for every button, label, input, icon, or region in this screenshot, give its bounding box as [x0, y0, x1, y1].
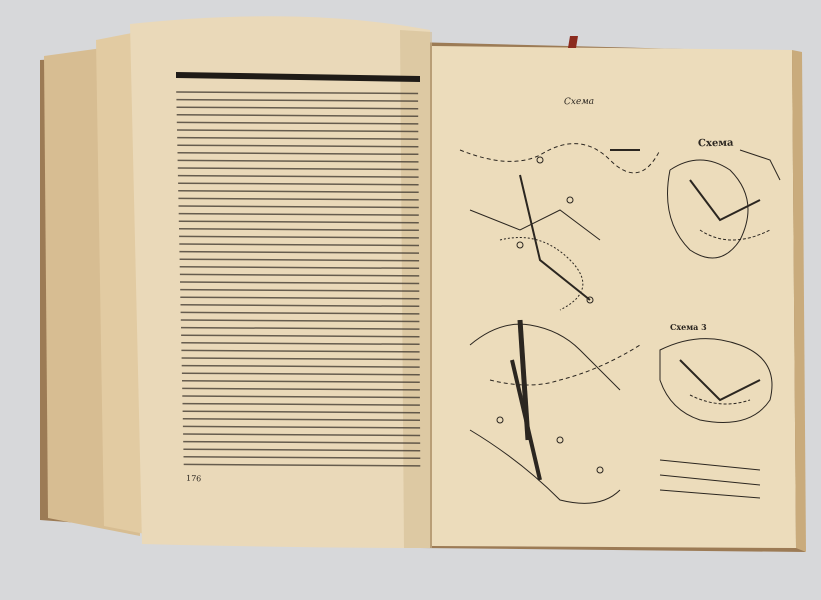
map-caption-1: Схема [563, 96, 595, 108]
right-page [432, 46, 796, 548]
map-caption-3: Схема 3 [670, 322, 707, 332]
gutter-shadow [400, 30, 432, 548]
map-caption-2: Схема [697, 137, 734, 150]
page-number: 176 [185, 473, 202, 484]
